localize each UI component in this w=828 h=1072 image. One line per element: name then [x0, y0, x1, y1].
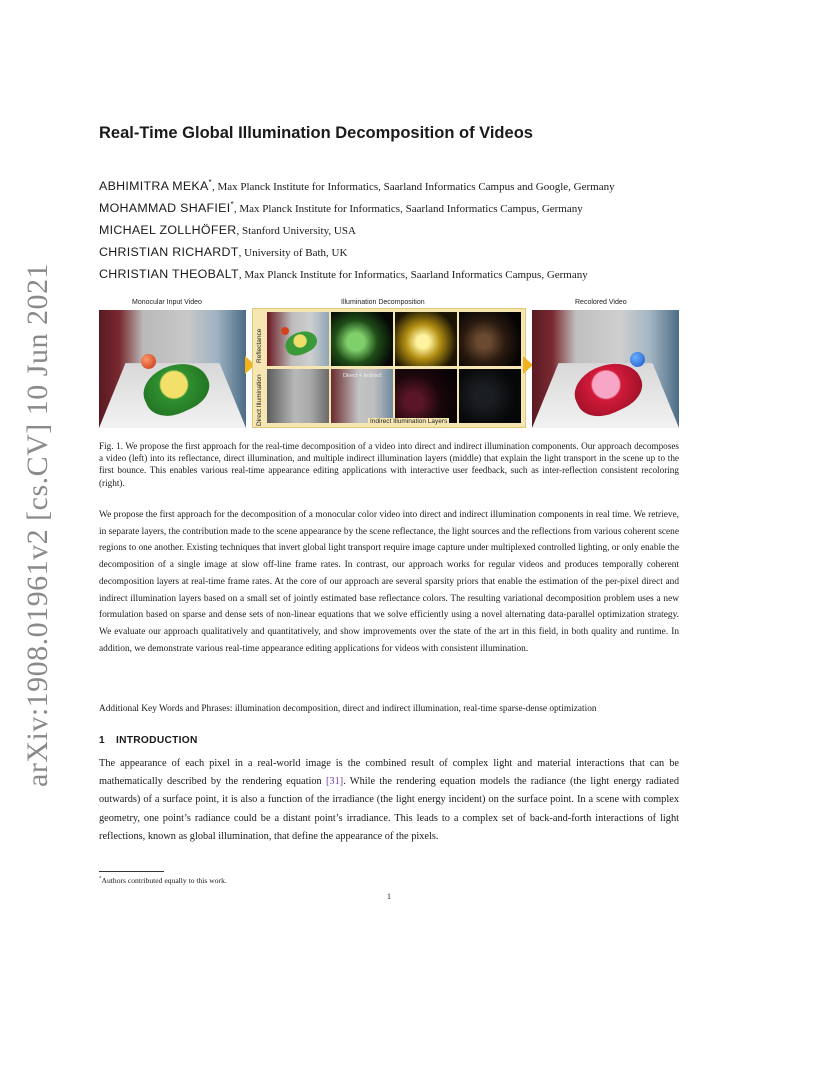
page-number: 1: [387, 892, 391, 901]
direct-illumination-label: Direct Illumination: [256, 374, 263, 426]
teaser-figure: [99, 298, 679, 428]
decomposition-label: Illumination Decomposition: [341, 299, 425, 306]
yellow-indirect-tile: [395, 312, 457, 366]
keywords: Additional Key Words and Phrases: illumination decomposition, direct and indirect illumination, real-time sparse-dense optimization: [99, 704, 597, 714]
author-name: CHRISTIAN THEOBALT: [99, 267, 239, 282]
orange-indirect-tile: [459, 312, 521, 366]
author-entry: [99, 216, 719, 238]
red-indirect-tile: [395, 369, 457, 423]
author-list: [99, 172, 719, 282]
recolored-video-frame: [532, 310, 679, 428]
blue-indirect-tile: [459, 369, 521, 423]
author-entry: [99, 238, 719, 260]
reflectance-label: Reflectance: [256, 328, 263, 363]
caption-text: We propose the first approach for the real-time decomposition of a video into direct and indirect illumination components. Our approach decomposes a video (left) into its reflectance, direct illumination, and multiple indirect illumination layers (middle) that explain the light transport in the scene up to the first bounce. This enables various real-time appearance editing applications with interactive user feedback, such as inter-reflection consistent recoloring (right).: [99, 441, 679, 488]
footnote-rule: [99, 871, 164, 872]
author-name: MICHAEL ZOLLHÖFER: [99, 223, 237, 238]
input-video-label: Monocular Input Video: [132, 299, 202, 306]
author-affiliation: , Max Planck Institute for Informatics, Saarland Informatics Campus, Germany: [238, 269, 588, 282]
decomposition-panel: [252, 308, 526, 428]
author-affiliation: , Max Planck Institute for Informatics, Saarland Informatics Campus, Germany: [233, 203, 583, 216]
author-affiliation: , Stanford University, USA: [236, 225, 356, 238]
figure-number: Fig. 1.: [99, 441, 123, 451]
author-entry: [99, 194, 719, 216]
blue-ball-image: [630, 352, 645, 367]
direct-illumination-tile: [267, 369, 329, 423]
green-indirect-tile: [331, 312, 393, 366]
author-affiliation: , Max Planck Institute for Informatics, Saarland Informatics Campus and Google, Germany: [211, 181, 615, 194]
footnote: [99, 876, 227, 885]
recolored-video-label: Recolored Video: [575, 299, 627, 306]
citation-link[interactable]: [31]: [325, 776, 344, 788]
section-title: INTRODUCTION: [115, 735, 198, 746]
author-name: CHRISTIAN RICHARDT: [99, 245, 239, 260]
reflectance-tile: [267, 312, 329, 366]
introduction-paragraph: The appearance of each pixel in a real-world image is the combined result of complex light and material interactions that can be mathematically described by the rendering equation [31]. While the rendering equation models the radiance (the light energy radiated outwards) of a surface point, it is also a function of the irradiance (the light energy incident) on the surface point. In a scene with complex geometry, one point’s radiance could be a distant point’s irradiance. This leads to a complex set of back-and-forth interactions of light reflections, known as global illumination, that define the appearance of the pixels.: [99, 758, 680, 842]
author-name: ABHIMITRA MEKA*: [99, 178, 212, 194]
abstract: We propose the first approach for the decomposition of a monocular color video into direct and indirect illumination components in real time. We retrieve, in separate layers, the contribution made to the scene appearance by the scene reflectance, the light sources and the reflections from various coherent scene regions to one another. Existing techniques that invert global light transport require image capture under multiplexed controlled lighting, or only enable the decomposition of a single image at slow off-line frame rates. In contrast, our approach works for regular videos and produces temporally coherent decomposition layers at real-time frame rates. At the core of our approach are several sparsity priors that enable the estimation of the per-pixel direct and indirect illumination layers based on a small set of jointly estimated base reflectance colors. The resulting variational decomposition problem uses a new formulation based on sparse and dense sets of non-linear equations that we solve efficiently using a novel alternating data-parallel optimization strategy. We evaluate our approach qualitatively and quantitatively, and show improvements over the state of the art in this field, in both quality and runtime. In addition, we demonstrate various real-time appearance editing applications for videos with consistent illumination.: [99, 510, 679, 654]
paper-title: Real-Time Global Illumination Decomposition of Videos: [99, 124, 533, 142]
red-ball-image: [141, 354, 156, 369]
arxiv-stamp-text: arXiv:1908.01961v2 [cs.CV] 10 Jun 2021: [21, 263, 54, 787]
footnote-text: Authors contributed equally to this work.: [101, 876, 227, 885]
footnote-mark: *: [99, 876, 102, 882]
section-heading: [99, 735, 198, 746]
figure-caption: [99, 440, 679, 489]
author-affiliation: , University of Bath, UK: [238, 247, 348, 260]
section-number: 1: [99, 735, 105, 746]
input-video-frame: [99, 310, 246, 428]
indirect-layers-label: Indirect Illumination Layers: [370, 418, 448, 425]
author-entry: [99, 260, 719, 282]
arxiv-stamp: [16, 263, 60, 787]
author-name: MOHAMMAD SHAFIEI*: [99, 200, 234, 216]
direct-indirect-label: Direct + Indirect: [343, 373, 382, 379]
direct-indirect-tile: [331, 369, 393, 423]
author-entry: [99, 172, 719, 194]
